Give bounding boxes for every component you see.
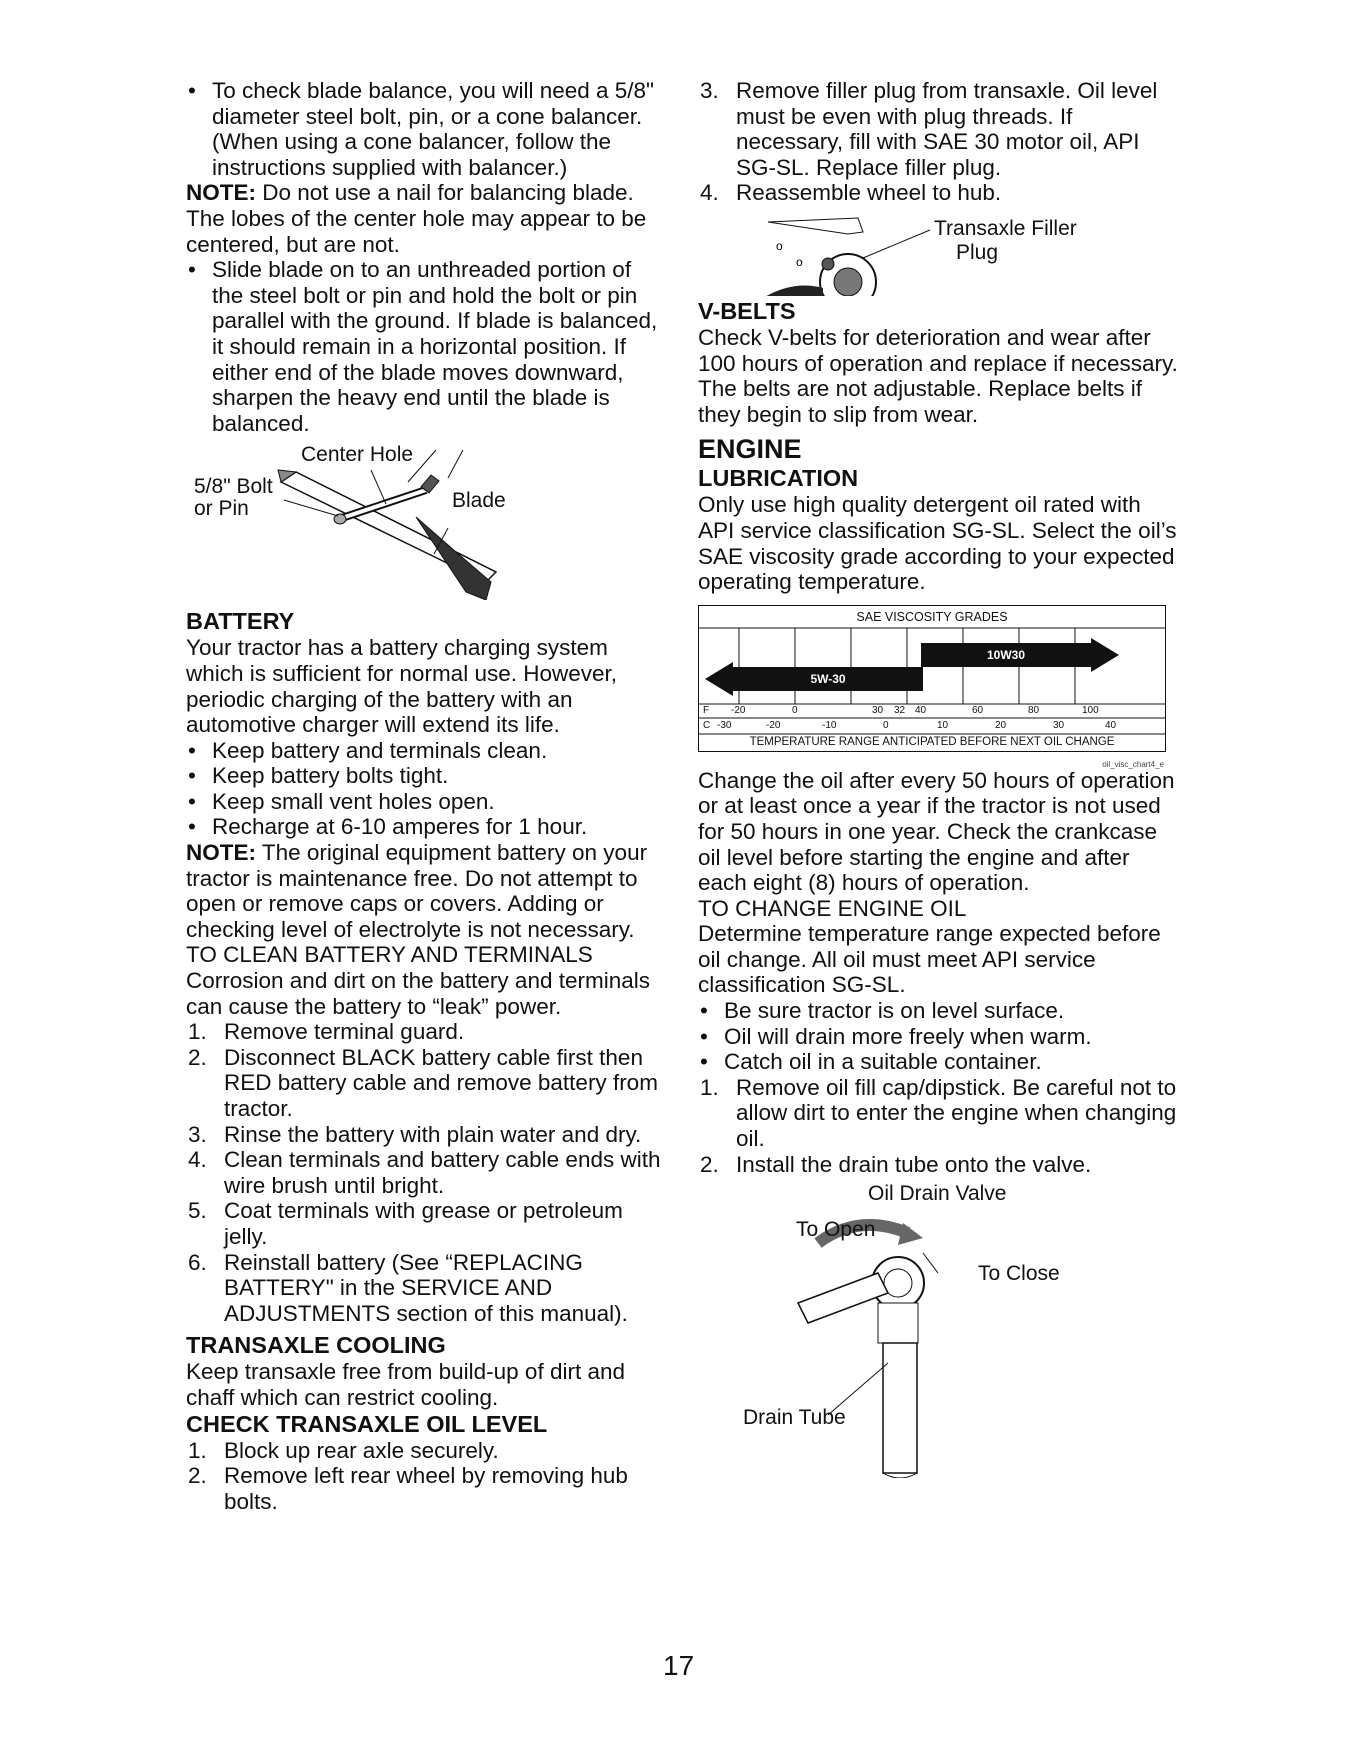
clean-step [186,1019,666,1045]
c-tick: 20 [995,719,1007,731]
step-number: 3. [188,1121,207,1147]
page-number: 17 [663,1650,695,1681]
open-label: To Open [796,1218,876,1242]
step-text: Reassemble wheel to hub. [736,180,1002,206]
oil-level-step [186,1438,666,1464]
clean-step [186,1122,666,1148]
oil-level-heading: CHECK TRANSAXLE OIL LEVEL [186,1410,548,1437]
bolt-label-2: or Pin [194,497,249,521]
c-tick: 40 [1105,719,1117,731]
f-tick: 40 [915,704,927,716]
drain-tube-label: Drain Tube [743,1406,846,1430]
step-number: 5. [188,1198,207,1224]
c-tick: 10 [937,719,949,731]
viscosity-footer: TEMPERATURE RANGE ANTICIPATED BEFORE NEXT OIL CHANGE [749,735,1115,748]
blade-illustration [186,442,666,600]
step-number: 3. [700,78,719,103]
step-text: Remove terminal guard. [224,1019,465,1045]
oil-level-step [186,1463,666,1514]
arrow-right-icon [1091,638,1119,672]
f-tick: 0 [792,704,798,716]
step-number: 2. [188,1463,207,1489]
step-number: 2. [188,1044,207,1070]
right-column [698,78,1178,1478]
step-text: Disconnect BLACK battery cable first then RED battery cable and remove battery from tractor. [224,1044,658,1121]
note-label: NOTE: [186,180,256,206]
oil-level-step [698,78,1178,180]
blade-slide-bullet: • Slide blade on to an unthreaded portion of the steel bolt or pin and hold the bolt or pin parallel with the ground. If blade is balanced, it should remain in a horizontal position. If either end of the blade moves downward, sharpen the heavy end until the blade is balanced. [186,257,666,436]
clean-text: Corrosion and dirt on the battery and terminals can cause the battery to “leak” power. [186,968,650,1019]
svg-text:o: o [796,254,803,269]
note-balancing [186,180,666,257]
svg-text:o: o [776,238,783,253]
step-text: Remove oil fill cap/dipstick. Be careful not to allow dirt to enter the engine when changing oil. [736,1074,1177,1152]
change-bullet: • Catch oil in a suitable container. [698,1049,1178,1075]
c-tick: 30 [1053,719,1065,731]
cooling-heading: TRANSAXLE COOLING [186,1332,446,1359]
arrow-left-icon [705,662,733,696]
step-number: 1. [188,1437,207,1463]
step-number: 4. [700,180,719,206]
grade-10w30: 10W30 [986,647,1026,662]
clean-heading: TO CLEAN BATTERY AND TERMINALS [186,942,593,968]
f-tick: 80 [1028,704,1040,716]
bolt-label-1: 5/8" Bolt [194,475,273,499]
change-bullet: • Be sure tractor is on level surface. [698,998,1178,1024]
step-text: Coat terminals with grease or petroleum jelly. [224,1198,623,1249]
step-number: 1. [188,1019,207,1045]
battery-text: Your tractor has a battery charging system which is sufficient for normal use. However, periodic charging of the battery with an automotive charger will extend its life. [186,635,618,738]
blade-balance-figure [186,442,666,600]
center-hole-label: Center Hole [301,443,414,467]
step-number: 2. [700,1151,719,1177]
step-text: Rinse the battery with plain water and dry. [224,1121,642,1147]
f-tick: -20 [731,704,746,716]
drain-valve-figure [698,1183,1178,1478]
battery-bullet-2: • Keep battery bolts tight. [186,763,666,789]
drain-valve-illustration [698,1183,1178,1478]
oil-level-step [698,180,1178,206]
step-number: 4. [188,1147,207,1173]
cooling-text: Keep transaxle free from build-up of dirt and chaff which can restrict cooling. [186,1359,625,1410]
c-label: C [703,719,711,731]
clean-step [186,1147,666,1198]
chart-code: oil_visc_chart4_e [1102,759,1164,769]
f-tick: 30 [872,704,884,716]
step-text: Block up rear axle securely. [224,1437,499,1463]
vbelts-heading: V-BELTS [698,297,796,324]
note-label: NOTE: [186,840,256,866]
viscosity-title: SAE VISCOSITY GRADES [856,609,1008,624]
step-text: Remove left rear wheel by removing hub bolts. [224,1463,628,1514]
c-tick: 0 [883,719,889,731]
battery-bullet-4: • Recharge at 6-10 amperes for 1 hour. [186,814,666,840]
close-label: To Close [978,1262,1060,1286]
c-tick: -30 [717,719,732,731]
clean-step [186,1250,666,1327]
note-text: Do not use a nail for balancing blade. The lobes of the center hole may appear to be centered, but are not. [186,180,647,257]
step-text: Remove filler plug from transaxle. Oil level must be even with plug threads. If necessary, fill with SAE 30 motor oil, API SG-SL. Replace filler plug. [736,78,1158,180]
c-tick: -20 [766,719,781,731]
lubrication-heading: LUBRICATION [698,465,859,492]
change-bullet: • Oil will drain more freely when warm. [698,1024,1178,1050]
battery-heading: BATTERY [186,608,295,635]
grade-5w30: 5W-30 [810,671,846,686]
change-heading: TO CHANGE ENGINE OIL [698,895,967,921]
step-text: Install the drain tube onto the valve. [736,1151,1092,1177]
chart-code-row [698,752,1178,769]
vbelts-text: Check V-belts for deterioration and wear after 100 hours of operation and replace if necessary. The belts are not adjustable. Replace belts if they begin to slip from wear. [698,324,1178,427]
c-tick: -10 [822,719,837,731]
step-number: 1. [700,1074,719,1100]
transaxle-label-1: Transaxle Filler [934,216,1077,240]
note-text: The original equipment battery on your tractor is maintenance free. Do not attempt to open or remove caps or covers. Adding or checking level of electrolyte is not necessary. [186,840,648,942]
f-tick: 60 [972,704,984,716]
clean-step [186,1198,666,1249]
change-step [698,1075,1178,1152]
change-step [698,1152,1178,1178]
transaxle-figure [698,212,1178,296]
left-column [186,78,666,1514]
valve-label: Oil Drain Valve [868,1182,1007,1206]
f-tick: 100 [1082,704,1099,716]
step-text: Clean terminals and battery cable ends with wire brush until bright. [224,1147,661,1198]
transaxle-label-2: Plug [956,240,999,264]
blade-label: Blade [452,489,506,513]
f-label: F [703,704,710,716]
viscosity-chart [698,605,1166,752]
f-tick: 32 [894,704,906,716]
change-text: Change the oil after every 50 hours of operation or at least once a year if the tractor is not used for 50 hours in one year. Check the crankcase oil level before starting the engine and after each eight (8) hours of operation. [698,767,1175,896]
engine-heading: ENGINE [698,434,802,465]
blade-balance-bullet: • To check blade balance, you will need a 5/8" diameter steel bolt, pin, or a cone balancer. (When using a cone balancer, follow the instructions supplied with balancer.) [186,78,666,180]
change-intro: Determine temperature range expected before oil change. All oil must meet API service classification SG-SL. [698,921,1161,998]
step-text: Reinstall battery (See “REPLACING BATTERY" in the SERVICE AND ADJUSTMENTS section of this manual). [224,1249,628,1326]
battery-bullet-3: • Keep small vent holes open. [186,789,666,815]
clean-step [186,1045,666,1122]
battery-bullet-1: • Keep battery and terminals clean. [186,738,666,764]
lubrication-text: Only use high quality detergent oil rated with API service classification SG-SL. Select the oil’s SAE viscosity grade according to your expected operating temperature. [698,492,1177,595]
step-number: 6. [188,1249,207,1275]
note-battery [186,840,666,942]
